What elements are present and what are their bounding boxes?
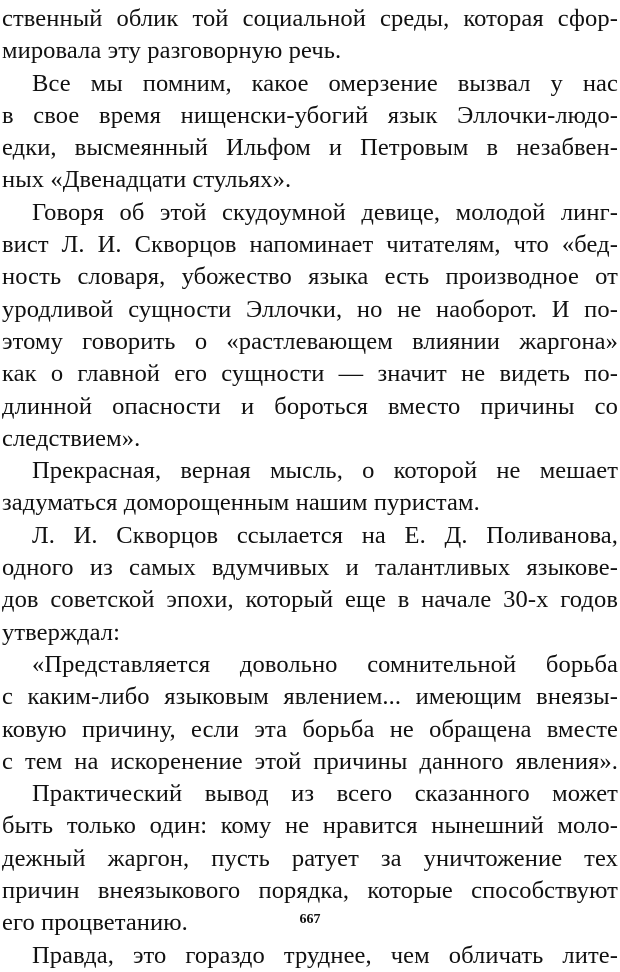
text-line: с тем на искоренение этой причины данного явления». (2, 747, 618, 775)
text-line: одного из самых вдумчивых и талантливых языкове- (2, 554, 618, 582)
text-line: ственный облик той социальной среды, которая сфор- (2, 5, 618, 32)
text-line: в свое время нищенски-убогий язык Эллочки-людо- (2, 101, 618, 129)
text-line: Правда, это гораздо труднее, чем обличать лите- (32, 941, 618, 969)
text-line: этому говорить о «растлевающем влиянии жаргона» (2, 327, 618, 355)
text-line: дежный жаргон, пусть ратует за уничтожение тех (2, 844, 618, 872)
text-line: Все мы помним, какое омерзение вызвал у нас (32, 69, 618, 97)
text-line: дов советской эпохи, который еще в начале 30-х годов (2, 586, 618, 614)
text-line: уродливой сущности Эллочки, но не наоборот. И по- (2, 295, 618, 323)
text-line: «Представляется довольно сомнительной борьба (32, 650, 618, 678)
text-line: Говоря об этой скудоумной девице, молодой линг- (32, 198, 618, 226)
text-line: ных «Двенадцати стульях». (2, 166, 292, 194)
text-line: вист Л. И. Скворцов напоминает читателям, что «бед- (2, 231, 618, 259)
text-line: ность словаря, убожество языка есть производное от (2, 263, 618, 291)
page-number: 667 (299, 912, 321, 927)
text-line: ковую причину, если эта борьба не обращена вместе (2, 715, 618, 743)
text-line: Л. И. Скворцов ссылается на Е. Д. Поливанова, (32, 521, 618, 549)
text-line: быть только один: кому не нравится нынешний моло- (2, 812, 618, 840)
text-line: причин внеязыкового порядка, которые способствуют (2, 877, 618, 905)
text-line: с каким-либо языковым явлением... имеющим внеязы- (2, 683, 618, 711)
text-line: длинной опасности и бороться вместо причины со (2, 392, 618, 420)
text-line: утверждал: (2, 618, 121, 646)
text-line: его процветанию. (2, 909, 188, 937)
text-line: мировала эту разговорную речь. (2, 37, 342, 65)
text-line: следствием». (2, 424, 141, 452)
text-line: как о главной его сущности — значит не видеть по- (2, 360, 618, 388)
text-line: задуматься доморощенным нашим пуристам. (2, 489, 480, 517)
text-line: едки, высмеянный Ильфом и Петровым в незабвен- (2, 134, 618, 162)
text-line: Практический вывод из всего сказанного может (32, 780, 618, 808)
body-text (2, 3, 618, 972)
text-line: Прекрасная, верная мысль, о которой не мешает (32, 457, 618, 485)
